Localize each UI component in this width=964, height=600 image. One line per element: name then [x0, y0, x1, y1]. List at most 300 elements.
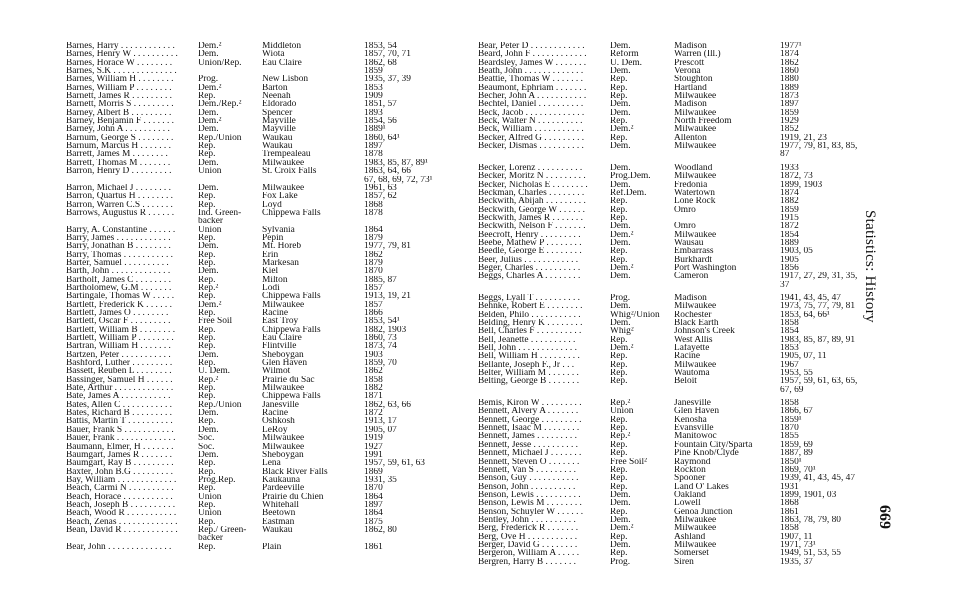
years-served: 1889 [780, 83, 799, 93]
roster-entry [66, 509, 456, 517]
residence: Chippewa Falls [262, 392, 321, 401]
years-served: 1857, 62 [364, 192, 397, 201]
residence: Milwaukee [674, 540, 717, 550]
roster-entry [66, 226, 456, 234]
roster-entry [66, 167, 456, 175]
residence: Sylvania [262, 225, 295, 234]
legislator-name: Bates, Richard B . . . . . . . . . [66, 409, 172, 418]
roster-entry [66, 451, 456, 459]
roster-entry [66, 117, 456, 125]
years-served: 1853, 64, 66¹ [780, 310, 830, 319]
years-served: 1935, 37, 39 [364, 75, 411, 84]
roster-entry [478, 256, 873, 264]
residence [674, 281, 780, 289]
roster-entry [66, 267, 456, 275]
roster-entry [66, 134, 456, 142]
legislator-name: Beach, Wood R . . . . . . . . . . . [66, 509, 177, 518]
party-affiliation: Prog.Dem. [610, 172, 651, 181]
right-column [478, 42, 873, 566]
residence: Eau Claire [262, 334, 302, 343]
residence: Prairie du Sac [262, 375, 315, 385]
party-affiliation: Rep. [610, 133, 628, 143]
years-served: 1870 [364, 267, 383, 276]
roster-entry [478, 319, 873, 327]
years-served: 1864 [364, 492, 383, 501]
party-affiliation: Dem. [610, 515, 631, 525]
residence: North Freedom [674, 117, 732, 126]
legislator-name: Barney, Albert B . . . . . . . . . [66, 108, 172, 118]
legislator-name: Barrows, Augustus R . . . . . . [66, 208, 175, 218]
years-served: 1858 [780, 524, 799, 533]
legislator-name: Beggs, Charles A . . . . . . . . [478, 272, 581, 281]
years-served: 1933 [780, 163, 799, 173]
party-affiliation: Dem.² [610, 230, 634, 239]
legislator-name: Barrett, Thomas M . . . . . . . [66, 158, 171, 168]
years-served: 1868 [364, 200, 383, 209]
roster-entry [66, 409, 456, 417]
left-column [66, 42, 456, 551]
residence: Middleton [262, 42, 302, 51]
residence: Trempealeau [262, 150, 311, 159]
party-affiliation [610, 281, 674, 289]
legislator-name: Barnum, Marcus H . . . . . . . [66, 142, 171, 151]
residence: Milwaukee [262, 300, 305, 309]
roster-entry [66, 426, 456, 434]
years-served: 1869, 70¹ [780, 465, 816, 475]
roster-entry [66, 276, 456, 284]
years-served: 1983, 85, 87, 89, 91 [780, 335, 855, 345]
years-served: 1905 [780, 255, 799, 264]
roster-entry [66, 84, 456, 92]
residence: Chippewa Falls [262, 208, 321, 218]
party-affiliation: Rep. [610, 75, 628, 84]
roster-entry [478, 222, 873, 230]
residence: Prescott [674, 58, 705, 68]
roster-entry [478, 84, 873, 92]
party-affiliation: Dem. [198, 425, 219, 435]
roster-entry [478, 100, 873, 108]
years-served: 1863, 78, 79, 80 [780, 515, 841, 525]
roster-entry [478, 134, 873, 142]
legislator-name: Barnes, William H . . . . . . . . [66, 75, 174, 84]
legislator-name: Beckwith, George W . . . . . . [478, 205, 586, 214]
legislator-name: Bartlett, Frederick K . . . . . . [66, 300, 172, 309]
party-affiliation: Rep. [610, 83, 628, 93]
legislator-name: Barnes, Horace W . . . . . . . . [66, 58, 173, 68]
party-affiliation: Dem. [610, 100, 631, 109]
party-affiliation: Rep. [610, 549, 628, 558]
roster-entry [66, 309, 456, 317]
legislator-name: Bennett, Isaac M . . . . . . . . [478, 424, 580, 433]
years-served: 1857 [364, 283, 383, 293]
legislator-name: Bean, David R . . . . . . . . . . . . [66, 525, 178, 535]
legislator-name: Beckman, Charles . . . . . . . . [478, 188, 585, 198]
legislator-name: Battis, Martin T . . . . . . . . . . [66, 417, 173, 426]
years-served: 1973, 75, 77, 79, 81 [780, 302, 855, 311]
residence: Land O' Lakes [674, 482, 729, 491]
party-affiliation: Dem. [198, 50, 219, 59]
years-served: 1870 [780, 424, 799, 433]
residence: Genoa Junction [674, 507, 733, 516]
residence: Mayville [262, 117, 296, 126]
legislator-name: Bashford, Luther . . . . . . . . . [66, 359, 173, 368]
residence: Siren [674, 557, 694, 566]
residence: Milwaukee [262, 434, 305, 443]
party-affiliation: Dem.² [610, 524, 634, 533]
years-served: 67, 69 [780, 385, 804, 395]
roster-entry [478, 197, 873, 205]
party-affiliation: backer [198, 534, 223, 543]
party-affiliation: Rep. [198, 342, 216, 351]
roster-entry [478, 327, 873, 335]
roster-entry [66, 42, 456, 50]
roster-entry [66, 534, 456, 542]
residence: West Allis [674, 335, 713, 345]
legislator-name: Bennett, George . . . . . . . . . [478, 415, 582, 425]
roster-entry [66, 159, 456, 167]
legislator-name: Bentley, John . . . . . . . . . . [478, 515, 576, 525]
years-served: 1851, 57 [364, 100, 397, 109]
residence: Lena [262, 459, 281, 468]
years-served: 1868 [780, 499, 799, 508]
residence: Lowell [674, 499, 701, 508]
years-served: 1880 [780, 75, 799, 84]
legislator-name: Beach, Carmi N . . . . . . . . . . [66, 484, 174, 493]
legislator-name: Barnett, James R . . . . . . . . . [66, 92, 172, 101]
residence: Woodland [674, 163, 713, 173]
years-served: 1909 [364, 92, 383, 101]
legislator-name [66, 534, 198, 542]
party-affiliation: Prog.Rep. [198, 475, 236, 485]
residence [674, 214, 780, 222]
roster-entry [478, 272, 873, 280]
years-served: 1857 [364, 300, 383, 309]
roster-entry [478, 264, 873, 272]
party-affiliation: Dem. [610, 540, 631, 550]
roster-entry [66, 50, 456, 58]
party-affiliation: Rep. [198, 150, 216, 159]
residence: Lodi [262, 283, 280, 293]
residence: Janesville [262, 400, 299, 410]
party-affiliation: Dem.² [198, 300, 222, 309]
residence: Chippewa Falls [262, 292, 321, 301]
legislator-name: Barnes, Henry W . . . . . . . . . . [66, 50, 178, 59]
roster-entry [478, 50, 873, 58]
legislator-name: Bennett, James . . . . . . . . . [478, 432, 577, 441]
years-served: 1864 [364, 225, 383, 234]
legislator-name: Barry, Jonathan B . . . . . . . . [66, 242, 171, 251]
residence: Fountain City/Sparta [674, 440, 753, 450]
party-affiliation: Ref.Dem. [610, 188, 647, 198]
residence: Milwaukee [674, 360, 717, 370]
years-served: 1872 [364, 409, 383, 418]
legislator-name: Bartzen, Peter . . . . . . . . . . . [66, 350, 171, 360]
party-affiliation: Dem. [198, 183, 219, 193]
legislator-name: Barth, John . . . . . . . . . . . . . [66, 267, 171, 276]
years-served: 1919 [364, 434, 383, 443]
years-served: 1899, 1901, 03 [780, 490, 837, 500]
party-affiliation: Rep. [610, 449, 628, 458]
party-affiliation: Union [198, 509, 222, 518]
roster-entry [478, 344, 873, 352]
years-served: 1862, 63, 66 [364, 400, 411, 410]
years-served: 1858 [780, 319, 799, 328]
legislator-name [66, 217, 198, 225]
residence: Madison [674, 100, 707, 109]
years-served: 1882 [364, 384, 383, 393]
roster-entry [478, 558, 873, 566]
party-affiliation: Rep. [198, 500, 216, 510]
legislator-name: Beebe, Mathew P . . . . . . . . [478, 238, 582, 248]
years-served: 1863, 64, 66 [364, 167, 411, 176]
page-number: 669 [876, 505, 893, 529]
years-served: 1850¹ [780, 457, 802, 466]
residence: Mayville [262, 125, 296, 134]
residence: New Lisbon [262, 75, 309, 84]
residence: Kiel [262, 267, 279, 276]
roster-entry [478, 483, 873, 491]
residence: Mt. Horeb [262, 242, 302, 251]
legislator-name: Beath, John . . . . . . . . . . . . . [478, 67, 584, 76]
legislator-name: Beer, Julius . . . . . . . . . . . . [478, 255, 579, 264]
roster-entry [66, 376, 456, 384]
residence: Wautoma [674, 369, 710, 378]
roster-entry [66, 75, 456, 83]
party-affiliation: Dem. [198, 108, 219, 118]
legislator-name: Beard, John F . . . . . . . . . . . . [478, 50, 587, 59]
legislator-name: Barron, Michael J . . . . . . . . [66, 183, 171, 193]
residence: Fox Lake [262, 192, 298, 201]
legislator-name: Bellante, Joseph F., Jr . . . [478, 360, 575, 370]
legislator-name: Bartran, William H . . . . . . . [66, 342, 171, 351]
residence: Kaukauna [262, 475, 301, 485]
roster-entry [478, 302, 873, 310]
roster-entry [478, 67, 873, 75]
roster-entry [478, 294, 873, 302]
legislator-name: Baumgart, Ray B . . . . . . . . . [66, 459, 174, 468]
legislator-name: Barron, Henry D . . . . . . . . . [66, 167, 172, 176]
roster-entry [66, 468, 456, 476]
residence: Hartland [674, 83, 707, 93]
residence: Rochester [674, 310, 712, 319]
years-served: 1882, 1903 [364, 325, 407, 335]
years-served: 1983, 85, 87, 89¹ [364, 158, 428, 168]
roster-entry [478, 377, 873, 385]
years-served: 1872 [780, 222, 799, 231]
legislator-name: Beach, Zenas . . . . . . . . . . . . . [66, 517, 178, 526]
residence: Omro [674, 205, 696, 214]
roster-entry [66, 351, 456, 359]
legislator-name: Belting, George B . . . . . . . [478, 377, 580, 386]
legislator-name: Barron, Warren C.S . . . . . . . [66, 200, 173, 209]
legislator-name: Berger, David G . . . . . . . . [478, 540, 578, 550]
legislator-name: Benson, Lewis M . . . . . . . . [478, 499, 582, 508]
legislator-name: Barnum, George S . . . . . . . . [66, 133, 174, 143]
party-affiliation: Free Soil² [610, 457, 647, 466]
party-affiliation: Whig²/Union [610, 310, 660, 319]
legislator-name: Becker, Lorenz . . . . . . . . . . [478, 163, 583, 173]
years-served: 1856 [780, 263, 799, 273]
years-served: 1967 [780, 360, 799, 370]
roster-entry [66, 284, 456, 292]
years-served: 1854 [780, 327, 799, 336]
legislator-name: Baumann, Elmer, H . . . . . . . [66, 442, 174, 451]
roster-entry [66, 251, 456, 259]
roster-entry [478, 499, 873, 507]
years-served: 1887, 89 [780, 449, 813, 458]
residence [674, 386, 780, 394]
legislator-name: Beck, Walter N . . . . . . . . . . [478, 117, 583, 126]
roster-entry [478, 432, 873, 440]
legislator-name: Barry, James . . . . . . . . . . . . [66, 233, 171, 243]
roster-entry [478, 352, 873, 360]
legislator-name: Bell, William H . . . . . . . . . [478, 352, 580, 361]
party-affiliation: Free Soil [198, 317, 233, 326]
party-affiliation: Rep. [610, 360, 628, 370]
years-served: 1913, 19, 21 [364, 292, 411, 301]
residence: Racine [674, 352, 701, 361]
legislator-name: Bay, William . . . . . . . . . . . . . [66, 475, 177, 485]
party-affiliation: Rep./ Green- [198, 525, 247, 535]
years-served: 1879 [364, 258, 383, 268]
party-affiliation: Rep. [198, 233, 216, 243]
years-served: 1871 [364, 392, 383, 401]
years-served: 1878 [364, 208, 383, 218]
party-affiliation: Dem.² [198, 117, 222, 126]
party-affiliation: Rep. [610, 247, 628, 256]
roster-entry [66, 184, 456, 192]
residence: Rockton [674, 465, 706, 475]
roster-entry [478, 164, 873, 172]
years-served: 1907, 11 [780, 532, 813, 541]
residence: Chippewa Falls [262, 325, 321, 335]
residence: Milwaukee [674, 302, 717, 311]
roster-entry [66, 100, 456, 108]
party-affiliation: Prog. [198, 75, 219, 84]
residence: Sheboygan [262, 450, 304, 460]
years-served: 1915 [780, 213, 799, 223]
legislator-name: Bennett, Van S . . . . . . . . . [478, 465, 577, 475]
residence: Sheboygan [262, 350, 304, 360]
years-served: 1919, 21, 23 [780, 133, 827, 143]
years-served: 1858 [780, 399, 799, 408]
legislator-name: Bergeron, William A . . . . . [478, 549, 580, 558]
residence: Madison [674, 293, 707, 303]
residence: Spencer [262, 108, 293, 118]
residence: Oakland [674, 490, 706, 500]
residence: Beloit [674, 377, 697, 386]
residence: Markesan [262, 258, 299, 268]
roster-entry [66, 217, 456, 225]
legislator-name: Bate, James A . . . . . . . . . . . [66, 392, 171, 401]
residence: Ashland [674, 532, 706, 541]
party-affiliation: Dem. [610, 499, 631, 508]
residence: Lafayette [674, 344, 710, 353]
legislator-name: Beger, Charles . . . . . . . . . . [478, 263, 581, 273]
legislator-name: Beattie, Thomas W . . . . . . . [478, 75, 583, 84]
legislator-name: Bauer, Frank S . . . . . . . . . . . [66, 425, 174, 435]
years-served: 1903 [364, 350, 383, 360]
residence: Milwaukee [674, 515, 717, 525]
residence: Erin [262, 250, 279, 259]
legislator-name: Barnes, S.K . . . . . . . . . . . . . . [66, 67, 177, 76]
party-affiliation: Rep. [198, 359, 216, 368]
party-affiliation: Dem./Rep.² [198, 100, 242, 109]
roster-entry [478, 361, 873, 369]
years-served: 37 [780, 280, 790, 289]
residence: Somerset [674, 549, 709, 558]
residence: Barton [262, 83, 288, 93]
legislator-name: Bates, Allen C . . . . . . . . . . . [66, 400, 172, 410]
residence: Oshkosh [262, 417, 295, 426]
roster-entry [478, 311, 873, 319]
party-affiliation: Rep. [610, 507, 628, 516]
roster-entry [66, 209, 456, 217]
legislator-name: Bartlett, William P . . . . . . . . [66, 334, 174, 343]
residence: Stoughton [674, 75, 713, 84]
residence: Plain [262, 542, 282, 551]
roster-entry [478, 125, 873, 133]
party-affiliation: Rep. [198, 459, 216, 468]
residence: Waukau [262, 142, 293, 151]
roster-entry [66, 526, 456, 534]
years-served: 1893 [364, 108, 383, 118]
party-affiliation: Rep. [198, 292, 216, 301]
roster-entry [66, 176, 456, 184]
residence: Kenosha [674, 415, 707, 425]
roster-entry [478, 508, 873, 516]
legislator-name: Barney, John A . . . . . . . . . . [66, 125, 170, 134]
residence: Neenah [262, 92, 291, 101]
roster-entry [478, 424, 873, 432]
roster-entry [66, 518, 456, 526]
party-affiliation: Dem. [610, 272, 631, 281]
legislator-name: Berg, Ove H . . . . . . . . . . . [478, 532, 578, 541]
roster-entry [478, 231, 873, 239]
years-served: 1859 [780, 205, 799, 214]
roster-entry [478, 206, 873, 214]
roster-entry [478, 474, 873, 482]
party-affiliation: Rep. [610, 197, 628, 206]
roster-entry [478, 416, 873, 424]
party-affiliation: Rep. [198, 334, 216, 343]
party-affiliation: Rep. [610, 465, 628, 475]
party-affiliation: Rep. [198, 200, 216, 209]
party-affiliation: Dem. [610, 108, 631, 118]
years-served: 1859 [364, 67, 383, 76]
roster-entry [478, 336, 873, 344]
party-affiliation: Dem.² [198, 42, 222, 51]
party-affiliation [198, 176, 262, 184]
years-served: 1889¹ [364, 125, 386, 134]
years-served: 1862 [364, 367, 383, 376]
years-served: 1971, 73¹ [780, 540, 816, 550]
residence: Eastman [262, 517, 295, 526]
roster-entry [478, 109, 873, 117]
roster-entry [478, 386, 873, 394]
years-served: 1897 [364, 142, 383, 151]
years-served: 1872, 73 [780, 172, 813, 181]
legislator-name: Beckwith, Abijah . . . . . . . . . [478, 197, 586, 206]
legislator-name: Benson, John . . . . . . . . . . [478, 482, 576, 491]
residence: Glen Haven [262, 359, 308, 368]
legislator-name: Barry, Thomas . . . . . . . . . . . [66, 250, 174, 259]
party-affiliation: U. Dem. [610, 58, 643, 68]
residence: Milwaukee [674, 524, 717, 533]
residence: Eau Claire [262, 58, 302, 68]
roster-entry [478, 59, 873, 67]
party-affiliation: Rep. [198, 467, 216, 476]
